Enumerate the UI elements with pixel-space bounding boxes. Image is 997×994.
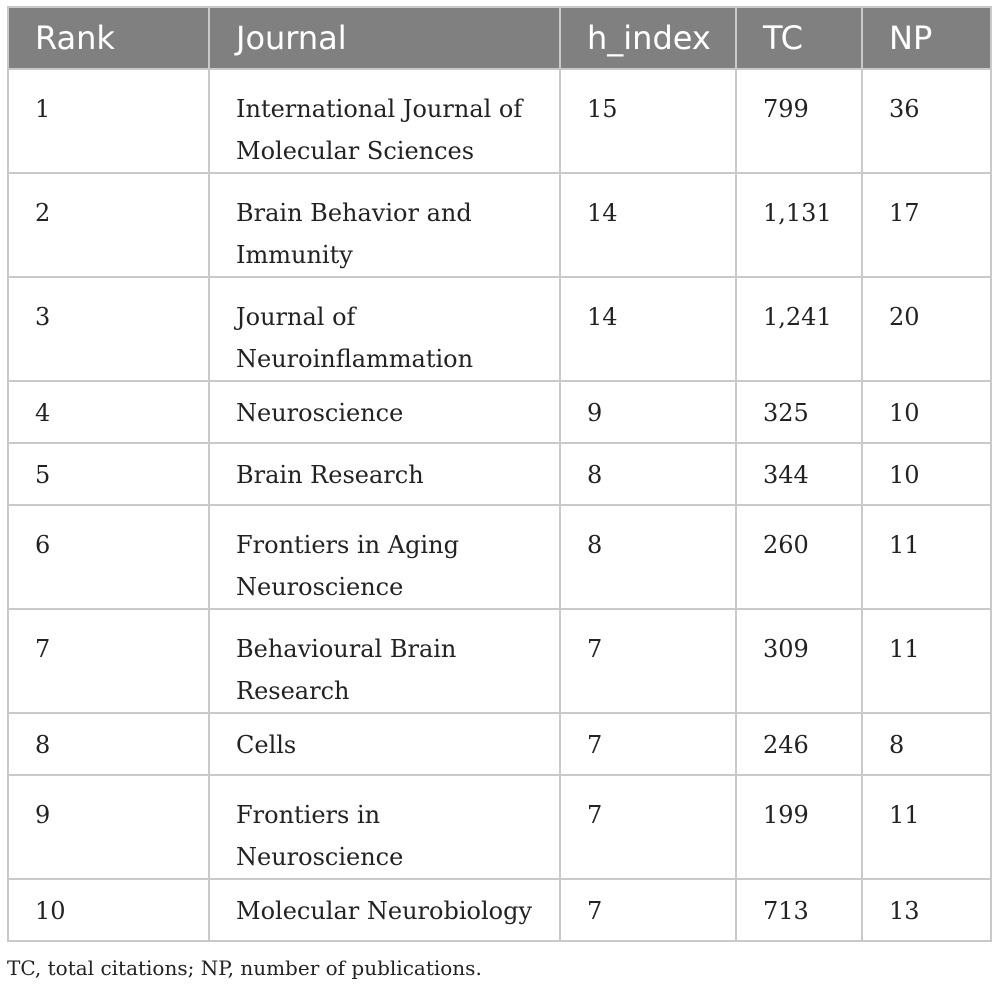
table-row [8,277,991,381]
cell-journal: Cells [209,713,560,775]
table-row [8,713,991,775]
cell-tc: 246 [736,713,862,775]
cell-journal: Frontiers in Aging Neuroscience [209,505,560,609]
table-header [8,7,991,69]
cell-tc: 325 [736,381,862,443]
cell-rank: 9 [8,775,209,879]
table-row [8,879,991,941]
cell-np: 20 [862,277,991,381]
cell-h-index: 14 [560,277,736,381]
table-row [8,505,991,609]
cell-journal: Behavioural Brain Research [209,609,560,713]
cell-journal: International Journal of Molecular Sciences [209,69,560,173]
header-row [8,7,991,69]
cell-np: 13 [862,879,991,941]
cell-tc: 1,241 [736,277,862,381]
cell-rank: 10 [8,879,209,941]
cell-tc: 199 [736,775,862,879]
cell-rank: 7 [8,609,209,713]
cell-h-index: 7 [560,879,736,941]
cell-np: 10 [862,381,991,443]
table-body [8,69,991,941]
table-row [8,381,991,443]
cell-h-index: 8 [560,505,736,609]
cell-journal: Brain Research [209,443,560,505]
cell-np: 11 [862,505,991,609]
table-row [8,775,991,879]
header-tc: TC [736,7,862,69]
journal-table-container [7,6,990,942]
cell-np: 17 [862,173,991,277]
cell-tc: 713 [736,879,862,941]
cell-np: 11 [862,775,991,879]
cell-h-index: 7 [560,609,736,713]
cell-h-index: 8 [560,443,736,505]
cell-tc: 309 [736,609,862,713]
cell-rank: 3 [8,277,209,381]
cell-tc: 344 [736,443,862,505]
cell-tc: 1,131 [736,173,862,277]
cell-np: 10 [862,443,991,505]
cell-rank: 8 [8,713,209,775]
table-row [8,69,991,173]
header-rank: Rank [8,7,209,69]
cell-journal: Frontiers in Neuroscience [209,775,560,879]
cell-rank: 1 [8,69,209,173]
table-row [8,609,991,713]
cell-h-index: 7 [560,713,736,775]
header-np: NP [862,7,991,69]
cell-rank: 5 [8,443,209,505]
cell-np: 36 [862,69,991,173]
cell-np: 8 [862,713,991,775]
table-footnote: TC, total citations; NP, number of publications. [7,956,482,980]
cell-h-index: 7 [560,775,736,879]
cell-tc: 260 [736,505,862,609]
cell-np: 11 [862,609,991,713]
cell-journal: Journal of Neuroinflammation [209,277,560,381]
cell-tc: 799 [736,69,862,173]
header-journal: Journal [209,7,560,69]
cell-rank: 2 [8,173,209,277]
table-row [8,173,991,277]
cell-h-index: 14 [560,173,736,277]
cell-h-index: 15 [560,69,736,173]
cell-rank: 4 [8,381,209,443]
cell-journal: Brain Behavior and Immunity [209,173,560,277]
cell-h-index: 9 [560,381,736,443]
journal-table [7,6,992,942]
cell-journal: Molecular Neurobiology [209,879,560,941]
cell-rank: 6 [8,505,209,609]
table-row [8,443,991,505]
cell-journal: Neuroscience [209,381,560,443]
header-h-index: h_index [560,7,736,69]
